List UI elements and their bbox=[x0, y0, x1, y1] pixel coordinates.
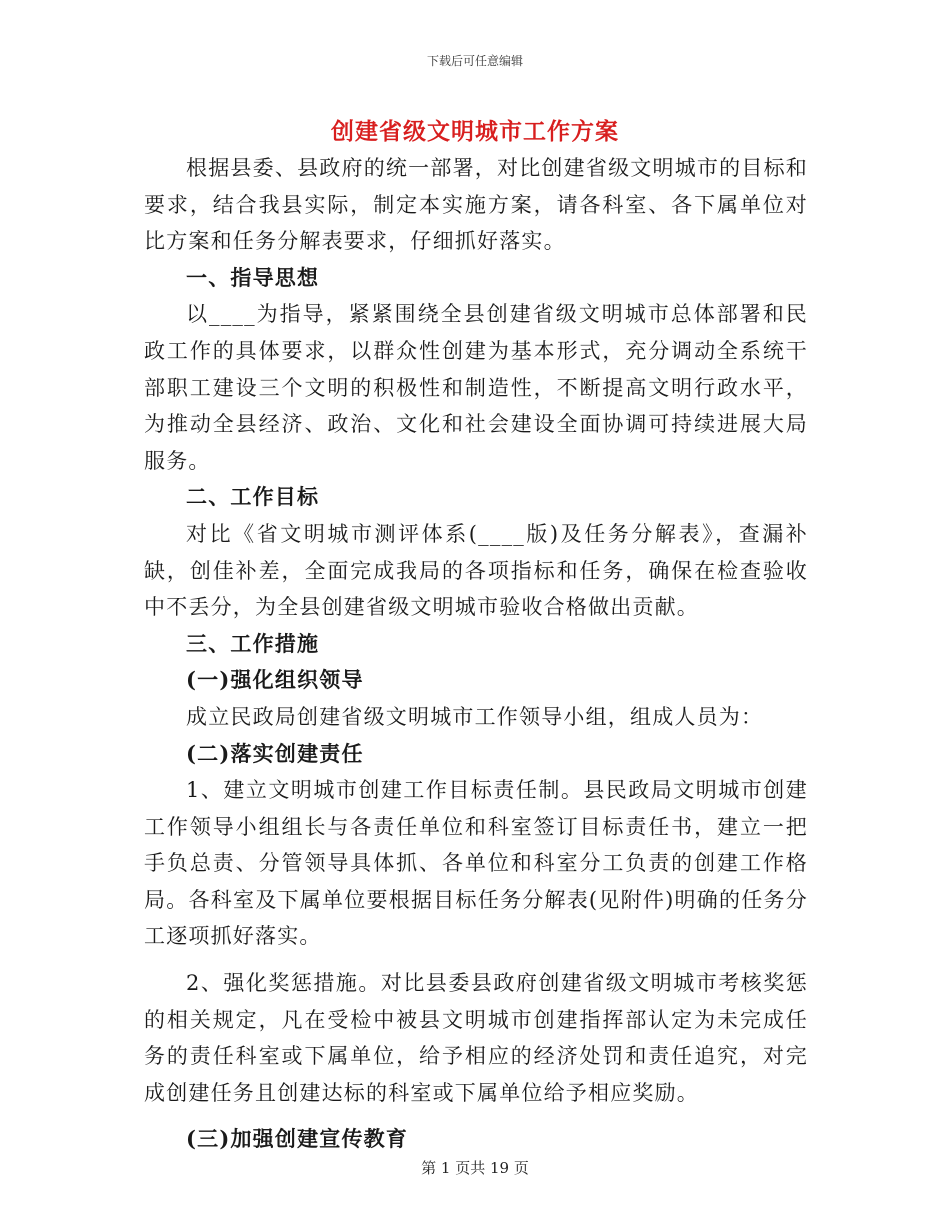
guiding-thought-paragraph: 以____为指导，紧紧围绕全县创建省级文明城市总体部署和民政工作的具体要求，以群众性创建为基本形式，充分调动全系统干部职工建设三个文明的积极性和制造性，不断提高文明行政水平，为推动全县经济、政治、文化和社会建设全面协调可持续进展大局服务。 bbox=[144, 302, 808, 473]
responsibility-paragraph-2: 2、强化奖惩措施。对比县委县政府创建省级文明城市考核奖惩的相关规定，凡在受检中被县文明城市创建指挥部认定为未完成任务的责任科室或下属单位，给予相应的经济处罚和责任追究，对完成创建任务且创建达标的科室或下属单位给予相应奖励。 bbox=[144, 971, 808, 1105]
section-heading-guiding-thought: 一、指导思想 bbox=[186, 264, 320, 290]
document-body bbox=[144, 150, 808, 1158]
page-number-footer: 第 1 页共 19 页 bbox=[421, 1159, 529, 1177]
organization-paragraph: 成立民政局创建省级文明城市工作领导小组，组成人员为： bbox=[186, 704, 764, 729]
subsection-heading-organization: (一)强化组织领导 bbox=[186, 667, 364, 693]
section-heading-work-goal: 二、工作目标 bbox=[186, 484, 320, 510]
responsibility-paragraph-1: 1、建立文明城市创建工作目标责任制。县民政局文明城市创建工作领导小组组长与各责任单位和科室签订目标责任书，建立一把手负总责、分管领导具体抓、各单位和科室分工负责的创建工作格局。各科室及下属单位要根据目标任务分解表(见附件)明确的任务分工逐项抓好落实。 bbox=[144, 778, 808, 949]
header-note: 下载后可任意编辑 bbox=[426, 54, 523, 68]
section-heading-work-measures: 三、工作措施 bbox=[186, 630, 320, 656]
intro-paragraph: 根据县委、县政府的统一部署，对比创建省级文明城市的目标和要求，结合我县实际，制定本实施方案，请各科室、各下属单位对比方案和任务分解表要求，仔细抓好落实。 bbox=[144, 156, 808, 254]
subsection-heading-publicity: (三)加强创建宣传教育 bbox=[186, 1126, 409, 1152]
subsection-heading-responsibility: (二)落实创建责任 bbox=[186, 740, 364, 766]
work-goal-paragraph: 对比《省文明城市测评体系(____版)及任务分解表》，查漏补缺，创佳补差，全面完成我局的各项指标和任务，确保在检查验收中不丢分，为全县创建省级文明城市验收合格做出贡献。 bbox=[144, 521, 808, 620]
document-title: 创建省级文明城市工作方案 bbox=[331, 118, 619, 145]
